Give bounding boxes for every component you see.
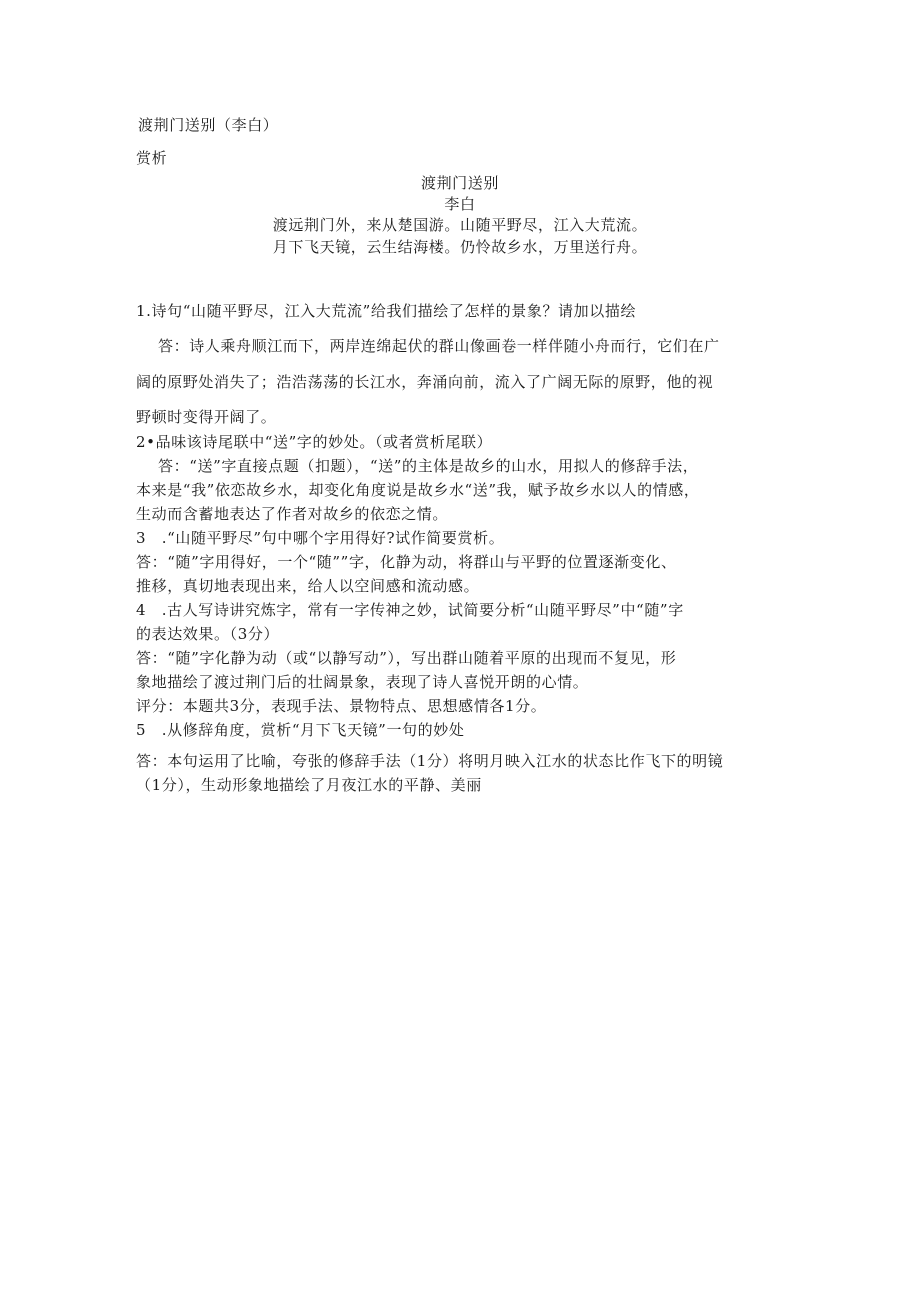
section-label: 赏析 xyxy=(136,149,168,167)
answer-4-line: 答：“随”字化静为动（或“以静写动”），写出群山随着平原的出现而不复见，形 xyxy=(136,649,677,667)
question-5: 5 .从修辞角度，赏析“月下飞天镜”一句的妙处 xyxy=(136,721,465,739)
poem-line-1: 渡远荆门外，来从楚国游。山随平野尽，江入大荒流。 xyxy=(272,216,648,234)
answer-1-line: 阔的原野处消失了；浩浩荡荡的长江水，奔涌向前，流入了广阔无际的原野，他的视 xyxy=(136,373,714,391)
question-2: 2•品味该诗尾联中“送”字的妙处。（或者赏析尾联） xyxy=(136,433,493,451)
answer-5-line: 答：本句运用了比喻，夸张的修辞手法（1分）将明月映入江水的状态比作飞下的明镜 xyxy=(136,752,724,770)
answer-3-line: 推移，真切地表现出来，给人以空间感和流动感。 xyxy=(136,577,480,595)
poem-title: 渡荆门送别 xyxy=(420,174,499,192)
question-1: 1.诗句“山随平野尽，江入大荒流”给我们描绘了怎样的景象？请加以描绘 xyxy=(136,302,637,320)
poem-line-2: 月下飞天镜，云生结海楼。仍怜故乡水，万里送行舟。 xyxy=(272,238,648,256)
question-4-line: 的表达效果。（3分） xyxy=(136,625,280,643)
answer-2-line: 答：“送”字直接点题（扣题），“送”的主体是故乡的山水，用拟人的修辞手法， xyxy=(158,457,699,475)
document-title: 渡荆门送别（李白） xyxy=(138,116,279,134)
poem-author: 李白 xyxy=(444,195,476,213)
answer-5-line: （1分），生动形象地描绘了月夜江水的平静、美丽 xyxy=(136,776,482,794)
answer-2-line: 本来是“我”依恋故乡水，却变化角度说是故乡水“送”我，赋予故乡水以人的情感， xyxy=(136,481,700,499)
scoring-note: 评分：本题共3分，表现手法、景物特点、思想感情各1分。 xyxy=(136,697,547,715)
answer-1-line: 答：诗人乘舟顺江而下，两岸连绵起伏的群山像画卷一样伴随小舟而行，它们在广 xyxy=(158,337,720,355)
answer-4-line: 象地描绘了渡过荆门后的壮阔景象，表现了诗人喜悦开朗的心情。 xyxy=(136,673,589,691)
answer-1-line: 野顿时变得开阔了。 xyxy=(136,408,277,426)
answer-3-line: 答：“随”字用得好，一个“随””字，化静为动，将群山与平野的位置逐渐变化、 xyxy=(136,553,677,571)
answer-2-line: 生动而含蓄地表达了作者对故乡的依恋之情。 xyxy=(136,505,449,523)
question-4: 4 .古人写诗讲究炼字，常有一字传神之妙，试简要分析“山随平野尽”中“随”字 xyxy=(136,601,684,619)
question-3: 3 .“山随平野尽”句中哪个字用得好?试作简要赏析。 xyxy=(136,529,505,547)
